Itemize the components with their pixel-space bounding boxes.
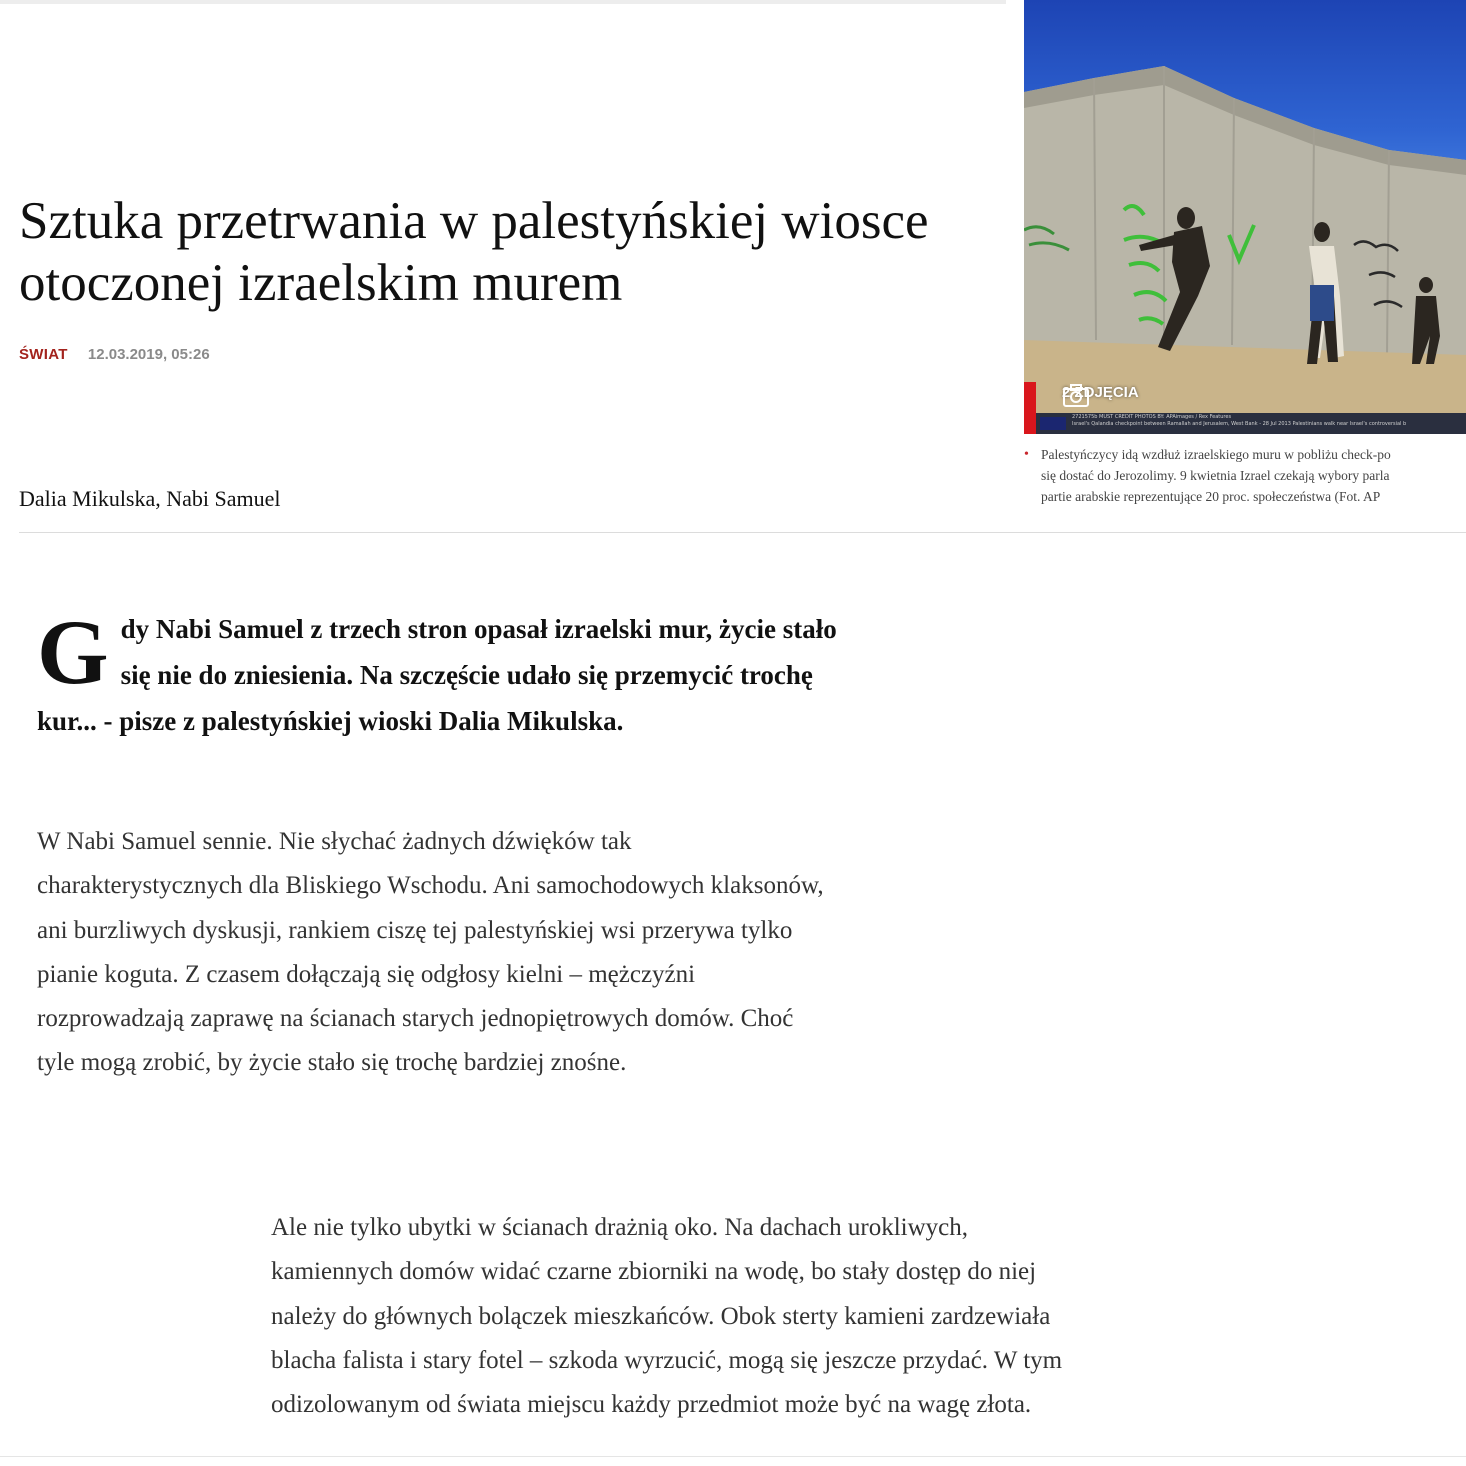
photo-caption xyxy=(1024,444,1466,507)
article-title: Sztuka przetrwania w palestyńskiej wiosce otoczonej izraelskim murem xyxy=(19,192,929,312)
photo-accent-bar xyxy=(1024,382,1036,434)
strip-line-2: Israel's Qalandia checkpoint between Ramallah and Jerusalem, West Bank - 28 Jul 2013 Palestinians walk near Israel's controversial b xyxy=(1072,421,1407,427)
footer-divider xyxy=(0,1456,1466,1457)
caption-line-3: partie arabskie reprezentujące 20 proc. społeczeństwa (Fot. AP xyxy=(1041,489,1381,504)
strip-line-1: 2721575b MUST CREDIT PHOTOS BY: APAimages / Rex Features xyxy=(1072,414,1232,420)
publish-date: 12.03.2019, 05:26 xyxy=(87,346,210,363)
caption-line-1: Palestyńczycy idą wzdłuż izraelskiego muru w pobliżu check-po xyxy=(1041,447,1391,462)
top-progress-bar xyxy=(0,0,1006,4)
article-photo[interactable] xyxy=(1024,0,1466,434)
agency-logo xyxy=(1040,417,1066,430)
caption-bullet-icon: • xyxy=(1024,447,1029,462)
gallery-button[interactable] xyxy=(1062,384,1139,401)
lead-dropcap: G xyxy=(37,601,109,703)
camera-icon xyxy=(1062,384,1090,408)
lead-text: dy Nabi Samuel z trzech stron opasał izraelski mur, życie stało się nie do zniesienia. Na szczęście udało się przemycić trochę kur... - pisze z palestyńskiej wioski Dalia Mikulska. xyxy=(37,614,837,736)
article-paragraph-2: Ale nie tylko ubytki w ścianach drażnią oko. Na dachach urokliwych, kamiennych domów widać czarne zbiorniki na wodę, bo stały dostęp do niej należy do głównych bolączek mieszkańców. Obok sterty kamieni zardzewiała blacha falista i stary fotel – szkoda wyrzucić, mogą się jeszcze przydać. W tym odizolowanym od świata miejscu każdy przedmiot może być na wagę złota. xyxy=(271,1214,1063,1419)
caption-line-2: się dostać do Jerozolimy. 9 kwietnia Izrael czekają wybory parla xyxy=(1041,468,1390,483)
header-divider xyxy=(19,532,1466,533)
article-paragraph-1: W Nabi Samuel sennie. Nie słychać żadnych dźwięków tak charakterystycznych dla Bliskiego Wschodu. Ani samochodowych klaksonów, ani burzliwych dyskusji, rankiem ciszę tej palestyńskiej wsi przerywa tylko pianie koguta. Z czasem dołączają się odgłosy kielni – mężczyźni rozprowadzają zaprawę na ścianach starych jednopiętrowych domów. Choć tyle mogą zrobić, by życie stało się trochę bardziej znośne. xyxy=(37,828,824,1077)
article-meta xyxy=(19,346,210,363)
category-link[interactable]: ŚWIAT xyxy=(19,346,68,363)
photo-credit-strip xyxy=(1036,413,1466,434)
wall-photo-illustration xyxy=(1024,0,1466,434)
article-authors: Dalia Mikulska, Nabi Samuel xyxy=(19,486,281,511)
article-lead xyxy=(37,601,867,744)
gallery-count-label: 2 ZDJĘCIA xyxy=(1062,384,1139,401)
